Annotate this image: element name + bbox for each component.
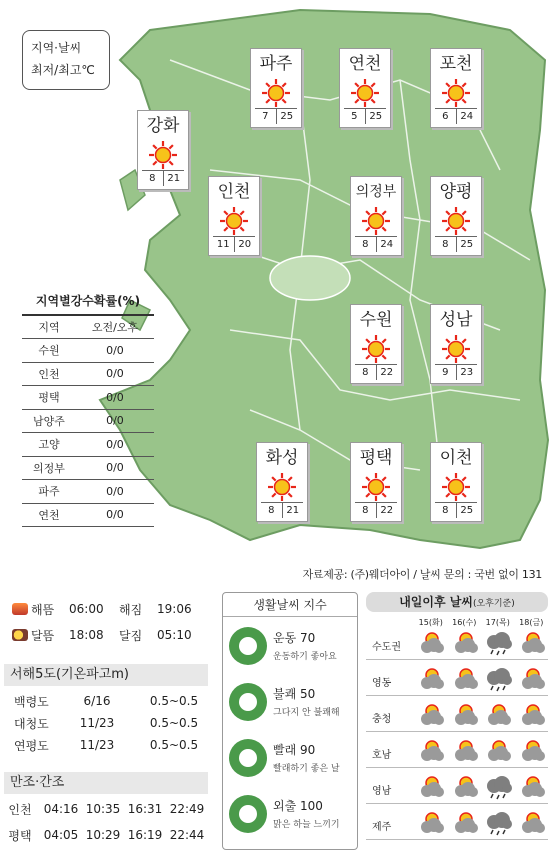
- temp-low: 8: [355, 237, 377, 252]
- sea-temp: 6/16: [83, 694, 111, 708]
- temp-low: 8: [355, 503, 377, 518]
- life-index-item: [229, 681, 353, 729]
- table-row: [22, 386, 154, 410]
- temperature-range: [435, 364, 477, 380]
- rain-cloud-icon: [485, 774, 513, 800]
- city-name: 강화: [146, 116, 180, 136]
- life-index-name: 외출 100: [273, 799, 323, 813]
- walker-icon: [229, 795, 267, 833]
- tide-table: [0, 796, 210, 848]
- sun-cloud-icon: [452, 702, 480, 728]
- life-index-name: 빨래 90: [273, 743, 316, 757]
- table-row: [22, 409, 154, 433]
- rain-region: 평택: [22, 386, 76, 410]
- sun-icon: [441, 472, 471, 502]
- moonset-time: 05:10: [157, 628, 192, 642]
- sun-icon: [441, 78, 471, 108]
- forecast-region-row: [366, 808, 548, 840]
- temp-high: 25: [280, 111, 294, 122]
- forecast-cell: [452, 810, 480, 836]
- forecast-cell: [452, 666, 480, 692]
- source-credit: 자료제공: (주)웨더아이 / 날씨 문의 : 국번 없이 131: [302, 568, 542, 581]
- soccer-icon: [229, 627, 267, 665]
- forecast-cell: [485, 630, 513, 656]
- sun-cloud-icon: [519, 666, 547, 692]
- temperature-range: [255, 108, 297, 124]
- rain-head-region: 지역: [22, 315, 76, 339]
- rain-cloud-icon: [485, 630, 513, 656]
- sun-cloud-icon: [418, 774, 446, 800]
- sea-title: 서해5도(기온파고m): [4, 664, 208, 686]
- sun-icon: [261, 78, 291, 108]
- rain-value: 0/0: [76, 503, 154, 527]
- sun-moon-times: [4, 596, 214, 648]
- table-row: [22, 480, 154, 504]
- sun-cloud-icon: [485, 738, 513, 764]
- city-card: [137, 110, 189, 190]
- sun-cloud-icon: [519, 702, 547, 728]
- forecast-cell: [418, 774, 446, 800]
- temp-high: 21: [286, 505, 300, 516]
- city-name: 양평: [439, 182, 473, 202]
- day-label: 17(목): [485, 618, 510, 627]
- tide-time: 16:31: [127, 802, 163, 816]
- moonrise-icon: [12, 629, 28, 641]
- city-card: [208, 176, 260, 256]
- rain-value: 0/0: [76, 362, 154, 386]
- forecast-cell: [418, 630, 446, 656]
- city-card: [430, 304, 482, 384]
- sun-icon: [267, 472, 297, 502]
- forecast-region-row: [366, 664, 548, 696]
- sea-place: 대청도: [14, 716, 49, 731]
- temperature-range: [355, 236, 397, 252]
- table-row: [4, 690, 214, 712]
- sun-icon: [441, 334, 471, 364]
- rain-value: 0/0: [76, 409, 154, 433]
- sun-cloud-icon: [519, 738, 547, 764]
- region-name: 영남: [372, 786, 392, 797]
- sun-icon: [219, 206, 249, 236]
- city-name: 성남: [439, 310, 473, 330]
- sunset-label: 해짐: [119, 602, 143, 617]
- day-label: 18(금): [519, 618, 544, 627]
- life-index-title: 생활날씨 지수: [223, 593, 357, 617]
- forecast-cell: [452, 702, 480, 728]
- forecast-region-row: [366, 772, 548, 804]
- tide-title: 만조·간조: [4, 772, 208, 794]
- table-row: [22, 339, 154, 363]
- temperature-range: [435, 236, 477, 252]
- sun-cloud-icon: [452, 666, 480, 692]
- life-index-name: 운동 70: [273, 631, 316, 645]
- table-row: [4, 712, 214, 734]
- rain-value: 0/0: [76, 339, 154, 363]
- legend-line-2: 최저/최고℃: [31, 63, 95, 77]
- life-index-desc: 맑은 하늘 느끼기: [273, 820, 340, 830]
- forecast-cell: [418, 702, 446, 728]
- city-card: [430, 176, 482, 256]
- sun-cloud-icon: [452, 774, 480, 800]
- temperature-range: [261, 502, 303, 518]
- rain-region: 연천: [22, 503, 76, 527]
- sunrise-icon: [12, 603, 28, 615]
- forecast-cell: [519, 702, 547, 728]
- temperature-range: [344, 108, 386, 124]
- sun-row: [4, 596, 214, 622]
- tide-time: 10:29: [85, 828, 121, 842]
- temp-high: 24: [380, 239, 394, 250]
- forecast-cell: [452, 774, 480, 800]
- tide-time: 04:05: [43, 828, 79, 842]
- life-index-desc: 그다지 안 불쾌해: [273, 708, 340, 718]
- table-row: [22, 456, 154, 480]
- temp-high: 20: [238, 239, 252, 250]
- sun-icon: [361, 206, 391, 236]
- forecast-cell: [452, 630, 480, 656]
- forecast-cell: [519, 630, 547, 656]
- city-card: [350, 176, 402, 256]
- sunrise-label: 해뜸: [31, 602, 55, 617]
- tide-place: 평택: [8, 828, 32, 843]
- city-name: 연천: [348, 54, 382, 74]
- sun-cloud-icon: [418, 666, 446, 692]
- life-index-item: [229, 737, 353, 785]
- table-row: [4, 734, 214, 756]
- sunset-time: 19:06: [157, 602, 192, 616]
- sun-cloud-icon: [519, 630, 547, 656]
- forecast-cell: [519, 738, 547, 764]
- temp-low: 8: [261, 503, 283, 518]
- sunrise-time: 06:00: [69, 602, 104, 616]
- temp-low: 11: [213, 237, 235, 252]
- sun-cloud-icon: [418, 738, 446, 764]
- sun-cloud-icon: [485, 702, 513, 728]
- rain-region: 인천: [22, 362, 76, 386]
- rain-region: 파주: [22, 480, 76, 504]
- temp-low: 8: [435, 503, 457, 518]
- forecast-cell: [485, 666, 513, 692]
- tide-time: 10:35: [85, 802, 121, 816]
- forecast-region-row: [366, 700, 548, 732]
- temp-low: 6: [435, 109, 457, 124]
- sea-place: 연평도: [14, 738, 49, 753]
- temp-low: 8: [355, 365, 377, 380]
- city-card: [430, 442, 482, 522]
- temp-high: 23: [460, 367, 474, 378]
- city-name: 인천: [217, 182, 251, 202]
- rain-cloud-icon: [485, 666, 513, 692]
- forecast-cell: [485, 774, 513, 800]
- sea-wave: 0.5~0.5: [149, 716, 199, 730]
- forecast-cell: [418, 738, 446, 764]
- city-name: 포천: [439, 54, 473, 74]
- tomorrow-note: (오후기준): [472, 599, 515, 609]
- forecast-cell: [519, 666, 547, 692]
- life-index-desc: 운동하기 좋아요: [273, 652, 337, 662]
- forecast-cell: [418, 810, 446, 836]
- sea-place: 백령도: [14, 694, 49, 709]
- temp-high: 21: [167, 173, 181, 184]
- day-label: 16(수): [452, 618, 477, 627]
- sea-table: [4, 690, 214, 756]
- sun-cloud-icon: [418, 630, 446, 656]
- temp-high: 25: [460, 239, 474, 250]
- table-row: [22, 362, 154, 386]
- city-card: [350, 304, 402, 384]
- region-name: 수도권: [372, 642, 401, 653]
- temp-high: 24: [460, 111, 474, 122]
- rain-region: 고양: [22, 433, 76, 457]
- city-card: [339, 48, 391, 128]
- life-index-panel: [222, 592, 358, 850]
- moonset-label: 달짐: [119, 628, 143, 643]
- city-name: 화성: [265, 448, 299, 468]
- temperature-range: [355, 502, 397, 518]
- temp-high: 22: [380, 505, 394, 516]
- rain-region: 남양주: [22, 409, 76, 433]
- forecast-cell: [485, 702, 513, 728]
- forecast-cell: [519, 774, 547, 800]
- sun-icon: [148, 140, 178, 170]
- moonrise-time: 18:08: [69, 628, 104, 642]
- region-name: 호남: [372, 750, 392, 761]
- region-name: 제주: [372, 822, 392, 833]
- forecast-region-row: [366, 628, 548, 660]
- life-index-item: [229, 625, 353, 673]
- sun-icon: [441, 206, 471, 236]
- sea-wave: 0.5~0.5: [149, 738, 199, 752]
- temp-low: 8: [435, 237, 457, 252]
- region-name: 충청: [372, 714, 392, 725]
- city-name: 이천: [439, 448, 473, 468]
- city-name: 파주: [259, 54, 293, 74]
- forecast-region-row: [366, 736, 548, 768]
- rain-cloud-icon: [485, 810, 513, 836]
- table-row: [0, 796, 210, 822]
- sun-cloud-icon: [452, 810, 480, 836]
- life-index-desc: 빨래하기 좋은 날: [273, 764, 340, 774]
- temperature-range: [213, 236, 255, 252]
- tide-time: 22:44: [169, 828, 205, 842]
- face-icon: [229, 683, 267, 721]
- rain-value: 0/0: [76, 456, 154, 480]
- sun-icon: [350, 78, 380, 108]
- sun-icon: [361, 472, 391, 502]
- rain-value: 0/0: [76, 433, 154, 457]
- legend-line-1: 지역·날씨: [31, 41, 82, 55]
- city-name: 평택: [359, 448, 393, 468]
- rain-table-title: 지역별강수확률(%): [35, 294, 141, 308]
- forecast-days: [414, 617, 548, 628]
- map-legend: [22, 30, 110, 90]
- forecast-cell: [485, 738, 513, 764]
- forecast-cell: [452, 738, 480, 764]
- temp-low: 7: [255, 109, 277, 124]
- sun-icon: [361, 334, 391, 364]
- tide-time: 22:49: [169, 802, 205, 816]
- forecast-cell: [519, 810, 547, 836]
- sun-cloud-icon: [519, 774, 547, 800]
- moon-row: [4, 622, 214, 648]
- temperature-range: [435, 502, 477, 518]
- city-card: [430, 48, 482, 128]
- life-index-item: [229, 793, 353, 841]
- tide-time: 04:16: [43, 802, 79, 816]
- shirt-icon: [229, 739, 267, 777]
- temp-high: 22: [380, 367, 394, 378]
- temperature-range: [435, 108, 477, 124]
- table-row: [22, 503, 154, 527]
- tomorrow-forecast-panel: [366, 592, 548, 850]
- temp-low: 5: [344, 109, 366, 124]
- rain-region: 수원: [22, 339, 76, 363]
- sun-cloud-icon: [452, 738, 480, 764]
- temperature-range: [142, 170, 184, 186]
- forecast-cell: [418, 666, 446, 692]
- table-row: [0, 822, 210, 848]
- temp-high: 25: [460, 505, 474, 516]
- temperature-range: [355, 364, 397, 380]
- rain-region: 의정부: [22, 456, 76, 480]
- sun-cloud-icon: [452, 630, 480, 656]
- sun-cloud-icon: [418, 810, 446, 836]
- temp-low: 9: [435, 365, 457, 380]
- region-name: 영동: [372, 678, 392, 689]
- city-name: 수원: [359, 310, 393, 330]
- city-name: 의정부: [355, 184, 397, 200]
- tide-time: 16:19: [127, 828, 163, 842]
- forecast-cell: [485, 810, 513, 836]
- sea-temp: 11/23: [79, 738, 115, 752]
- sea-wave: 0.5~0.5: [149, 694, 199, 708]
- temp-high: 25: [369, 111, 383, 122]
- table-row: [22, 433, 154, 457]
- city-card: [350, 442, 402, 522]
- tide-place: 인천: [8, 802, 32, 817]
- sun-cloud-icon: [418, 702, 446, 728]
- sun-cloud-icon: [519, 810, 547, 836]
- city-card: [256, 442, 308, 522]
- rain-head-ampm: 오전/오후: [76, 315, 154, 339]
- rain-value: 0/0: [76, 386, 154, 410]
- life-index-name: 불쾌 50: [273, 687, 316, 701]
- day-label: 15(화): [418, 618, 443, 627]
- temp-low: 8: [142, 171, 164, 186]
- rain-value: 0/0: [76, 480, 154, 504]
- city-card: [250, 48, 302, 128]
- tomorrow-title-text: 내일이후 날씨: [399, 595, 473, 609]
- moonrise-label: 달뜸: [31, 628, 55, 643]
- sea-temp: 11/23: [79, 716, 115, 730]
- rain-probability-table: [22, 290, 154, 527]
- tomorrow-title: [366, 592, 548, 612]
